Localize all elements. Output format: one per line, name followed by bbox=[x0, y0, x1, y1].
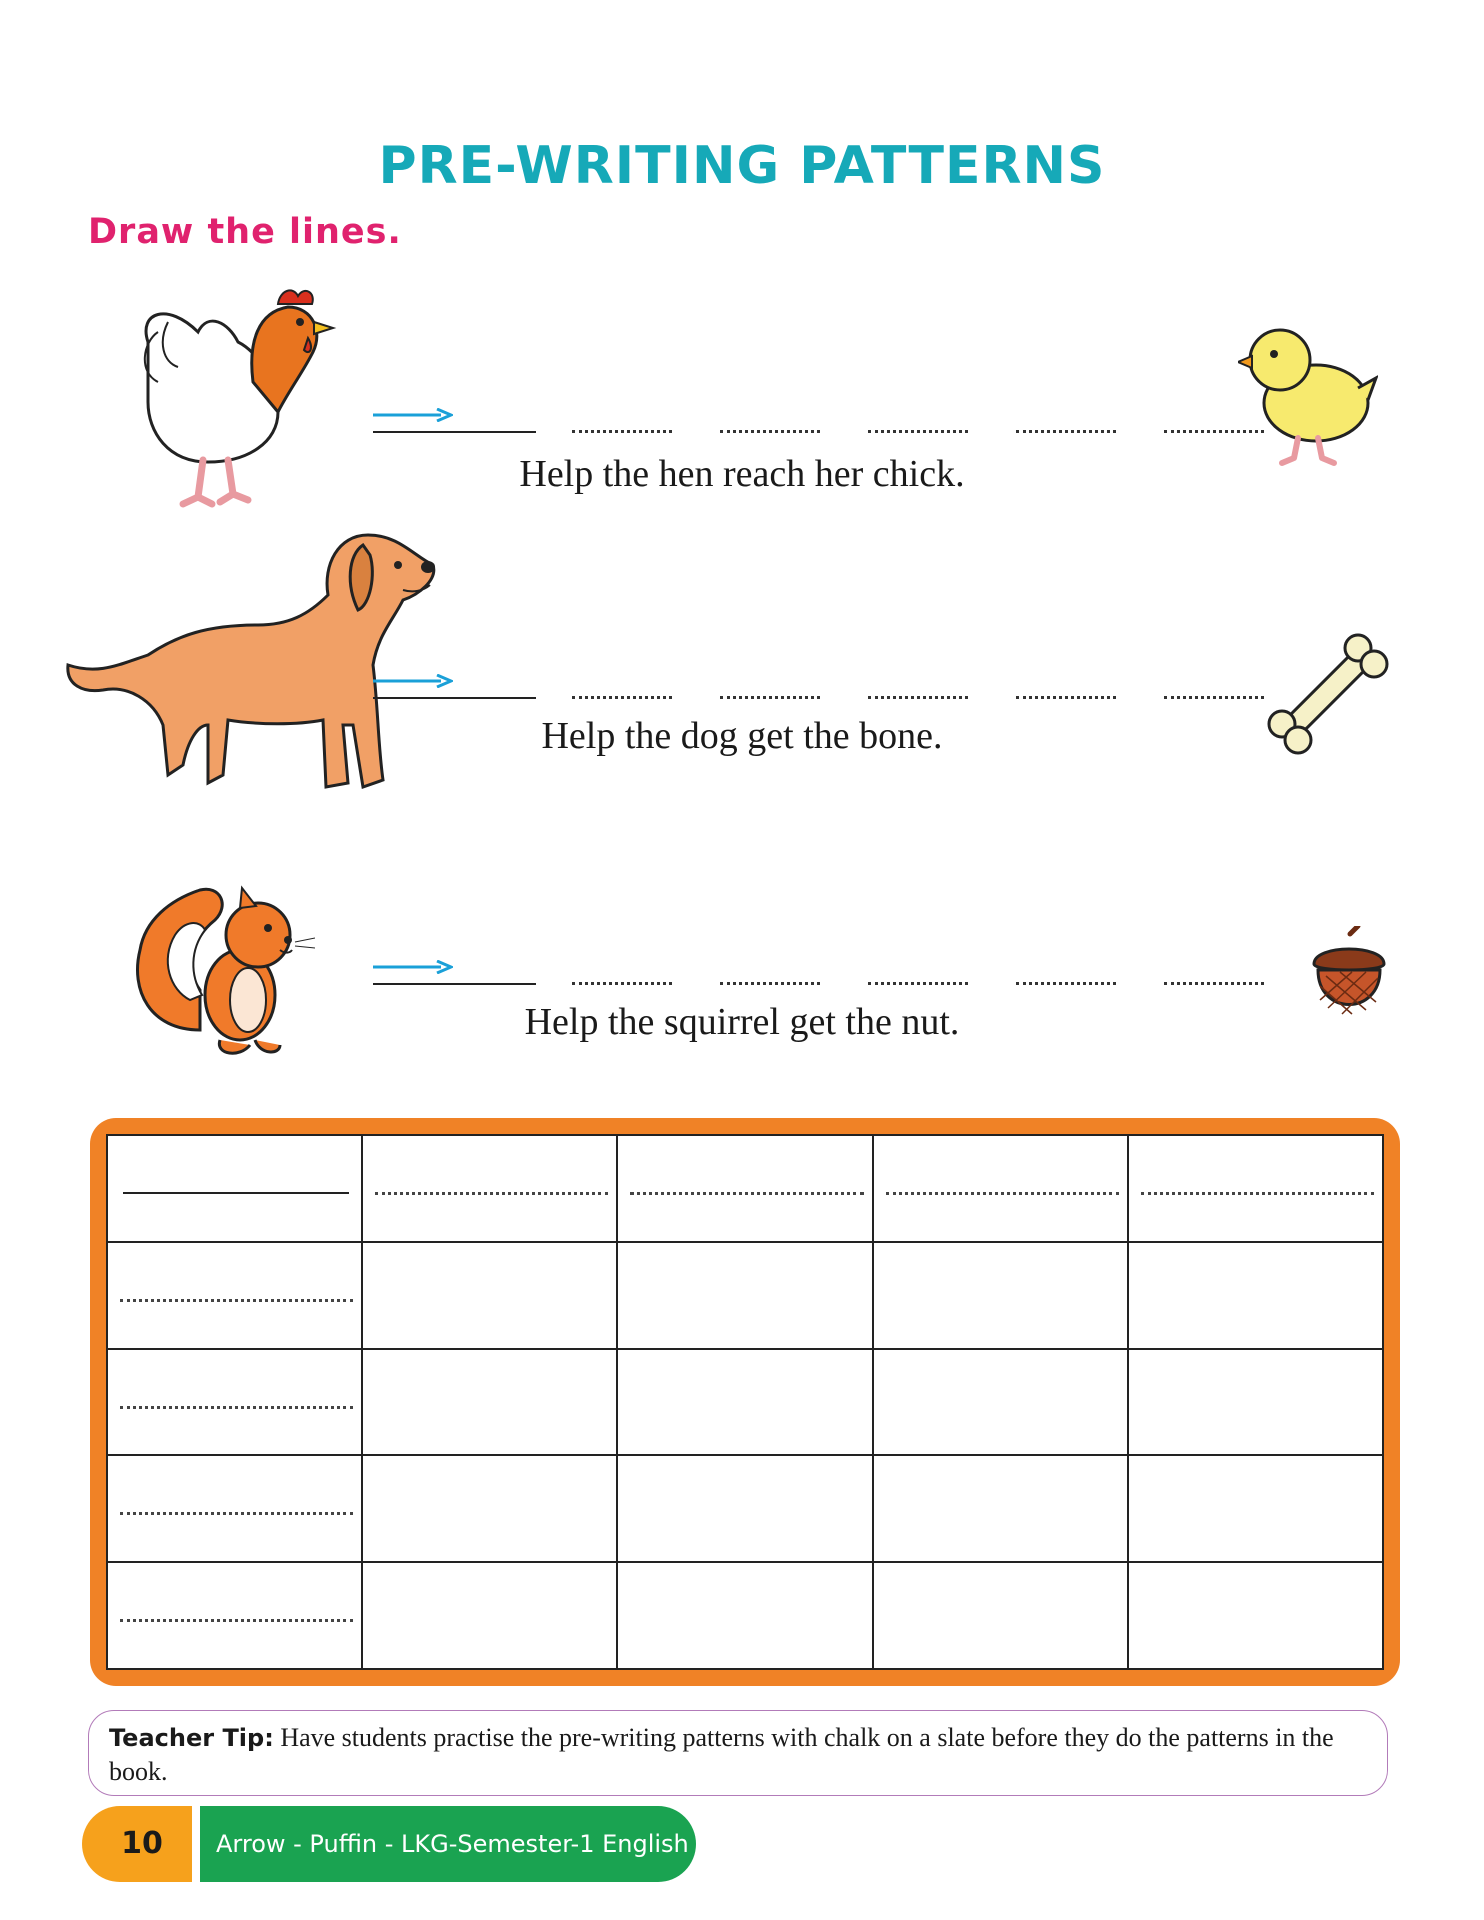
grid-cell[interactable] bbox=[1128, 1349, 1383, 1456]
dotted-segment[interactable] bbox=[720, 982, 820, 985]
grid-cell[interactable] bbox=[107, 1455, 362, 1562]
grid-cell[interactable] bbox=[362, 1455, 617, 1562]
teacher-tip-box bbox=[88, 1710, 1388, 1796]
grid-cell[interactable] bbox=[617, 1562, 872, 1669]
grid-cell[interactable] bbox=[107, 1242, 362, 1349]
grid-cell[interactable] bbox=[1128, 1562, 1383, 1669]
dotted-segment[interactable] bbox=[1016, 982, 1116, 985]
chick-illustration bbox=[1238, 318, 1378, 468]
grid-cell[interactable] bbox=[1128, 1242, 1383, 1349]
dotted-segment[interactable] bbox=[1016, 430, 1116, 433]
practice-grid bbox=[106, 1134, 1384, 1670]
solid-line-start bbox=[373, 983, 536, 985]
dotted-line bbox=[120, 1619, 353, 1622]
dotted-segment[interactable] bbox=[1164, 696, 1264, 699]
grid-cell[interactable] bbox=[617, 1242, 872, 1349]
grid-cell[interactable] bbox=[107, 1135, 362, 1242]
grid-cell[interactable] bbox=[617, 1135, 872, 1242]
grid-cell[interactable] bbox=[873, 1349, 1128, 1456]
grid-cell[interactable] bbox=[1128, 1455, 1383, 1562]
dotted-segment[interactable] bbox=[572, 430, 672, 433]
dotted-segment[interactable] bbox=[1164, 982, 1264, 985]
arrow-right-icon bbox=[373, 674, 453, 688]
page-title: PRE-WRITING PATTERNS bbox=[378, 136, 1106, 196]
bone-illustration bbox=[1262, 628, 1394, 760]
arrow-right-icon bbox=[373, 960, 453, 974]
dotted-segment[interactable] bbox=[720, 696, 820, 699]
nut-illustration bbox=[1306, 926, 1392, 1036]
caption-squirrel: Help the squirrel get the nut. bbox=[524, 1001, 960, 1043]
grid-cell[interactable] bbox=[107, 1349, 362, 1456]
grid-cell[interactable] bbox=[1128, 1135, 1383, 1242]
grid-cell[interactable] bbox=[617, 1455, 872, 1562]
dotted-segment[interactable] bbox=[868, 696, 968, 699]
grid-cell[interactable] bbox=[873, 1562, 1128, 1669]
grid-cell[interactable] bbox=[362, 1242, 617, 1349]
grid-cell[interactable] bbox=[873, 1242, 1128, 1349]
dotted-line bbox=[1141, 1192, 1374, 1195]
grid-cell[interactable] bbox=[362, 1562, 617, 1669]
teacher-tip-text: Have students practise the pre-writing patterns with chalk on a slate before they do the patterns in the book. bbox=[109, 1723, 1334, 1786]
instruction-heading: Draw the lines. bbox=[88, 212, 402, 252]
dotted-segment[interactable] bbox=[868, 430, 968, 433]
dotted-line bbox=[120, 1512, 353, 1515]
teacher-tip-label: Teacher Tip: bbox=[109, 1724, 274, 1752]
grid-cell[interactable] bbox=[362, 1349, 617, 1456]
caption-dog: Help the dog get the bone. bbox=[541, 715, 943, 757]
solid-line bbox=[123, 1192, 349, 1194]
dotted-segment[interactable] bbox=[1016, 696, 1116, 699]
dotted-line bbox=[630, 1192, 863, 1195]
grid-cell[interactable] bbox=[617, 1349, 872, 1456]
dotted-segment[interactable] bbox=[572, 982, 672, 985]
page-number: 10 bbox=[82, 1806, 192, 1882]
dotted-segment[interactable] bbox=[720, 430, 820, 433]
dotted-line bbox=[375, 1192, 608, 1195]
solid-line-start bbox=[373, 697, 536, 699]
dotted-segment[interactable] bbox=[868, 982, 968, 985]
grid-cell[interactable] bbox=[362, 1135, 617, 1242]
dotted-line bbox=[120, 1406, 353, 1409]
dotted-segment[interactable] bbox=[572, 696, 672, 699]
trace-row-squirrel bbox=[0, 960, 1484, 990]
caption-hen: Help the hen reach her chick. bbox=[519, 453, 965, 495]
solid-line-start bbox=[373, 431, 536, 433]
dog-illustration bbox=[58, 525, 438, 810]
grid-cell[interactable] bbox=[873, 1455, 1128, 1562]
practice-grid-frame bbox=[90, 1118, 1400, 1686]
dotted-line bbox=[120, 1299, 353, 1302]
arrow-right-icon bbox=[373, 408, 453, 422]
dotted-line bbox=[886, 1192, 1119, 1195]
book-title-footer: Arrow - Puffin - LKG-Semester-1 English bbox=[200, 1806, 696, 1882]
grid-cell[interactable] bbox=[873, 1135, 1128, 1242]
grid-cell[interactable] bbox=[107, 1562, 362, 1669]
